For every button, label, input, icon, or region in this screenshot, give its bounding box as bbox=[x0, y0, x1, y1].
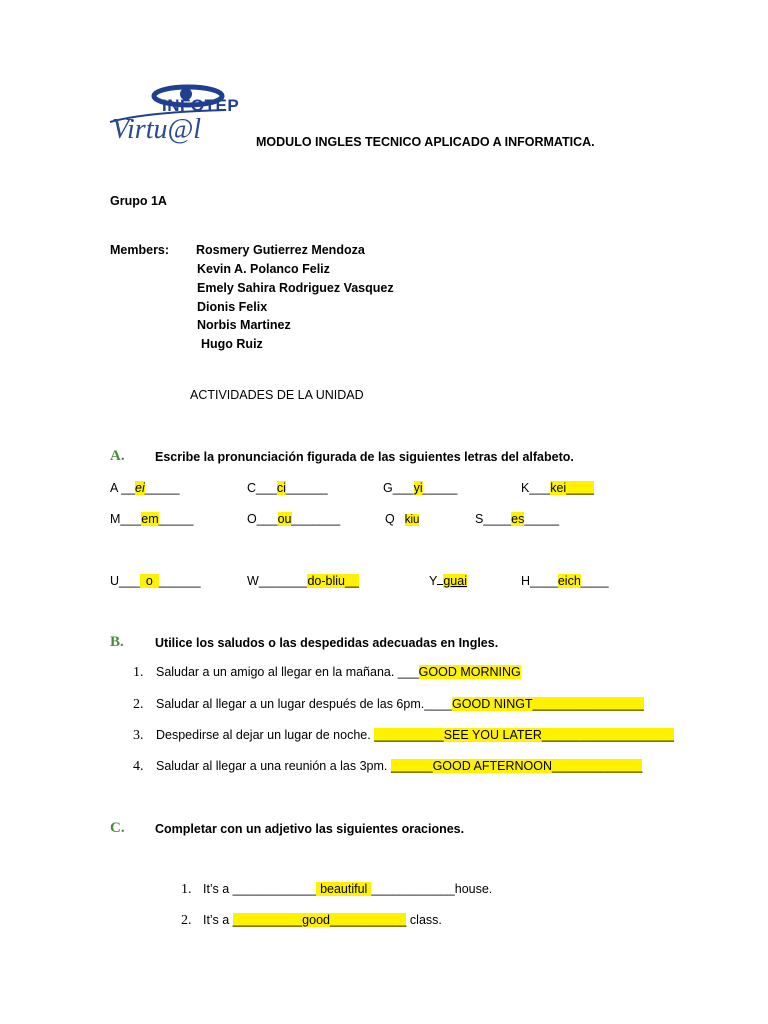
blank: ___ bbox=[119, 574, 140, 588]
section-c-marker: C. bbox=[110, 820, 125, 836]
blank: ____ bbox=[483, 512, 512, 526]
letter-item bbox=[110, 481, 180, 495]
letter-item bbox=[247, 512, 340, 526]
answer: ou bbox=[277, 512, 292, 526]
letter-item bbox=[247, 574, 359, 588]
letter: C bbox=[247, 481, 257, 495]
answer: __________good___________ bbox=[232, 913, 407, 927]
answer: do-bliu bbox=[307, 574, 346, 588]
blank: ___ bbox=[392, 481, 414, 495]
answer: __________SEE YOU LATER___________________ bbox=[374, 728, 674, 742]
item-number: 1. bbox=[181, 882, 192, 897]
letter: K bbox=[521, 481, 530, 495]
blank: _____ bbox=[422, 481, 458, 495]
answer: ci bbox=[276, 481, 286, 495]
letter-item bbox=[521, 574, 609, 588]
blank: ______ bbox=[158, 574, 201, 588]
answer: GOOD NINGT________________ bbox=[452, 697, 644, 711]
letter: Y bbox=[429, 574, 438, 588]
list-item bbox=[133, 728, 674, 744]
blank: _______ bbox=[258, 574, 308, 588]
item-text: It’s a ____________ bbox=[202, 882, 317, 896]
blank: _______ bbox=[291, 512, 341, 526]
item-number: 3. bbox=[133, 728, 144, 743]
answer: guai bbox=[443, 574, 467, 588]
letter-item bbox=[475, 512, 559, 526]
blank: ___ bbox=[529, 481, 551, 495]
list-item bbox=[133, 759, 642, 775]
member-name: Emely Sahira Rodriguez Vasquez bbox=[197, 281, 394, 295]
letter: U bbox=[110, 574, 120, 588]
letter: Q bbox=[385, 512, 395, 526]
letter: O bbox=[247, 512, 257, 526]
blank: ___ bbox=[120, 512, 142, 526]
member-name: Kevin A. Polanco Feliz bbox=[197, 262, 330, 276]
document-title: MODULO INGLES TECNICO APLICADO A INFORMATICA. bbox=[256, 135, 595, 149]
answer: ______GOOD AFTERNOON_____________ bbox=[390, 759, 643, 773]
blank: __ bbox=[345, 574, 359, 588]
item-number: 2. bbox=[181, 913, 192, 928]
blank: ___ bbox=[256, 512, 278, 526]
member-name: Norbis Martinez bbox=[197, 318, 291, 332]
letter-item bbox=[110, 512, 193, 526]
letter: S bbox=[475, 512, 484, 526]
answer: o bbox=[140, 574, 159, 588]
section-a-title: Escribe la pronunciación figurada de las siguientes letras del alfabeto. bbox=[155, 450, 574, 464]
activities-heading: ACTIVIDADES DE LA UNIDAD bbox=[190, 388, 364, 402]
item-text: Saludar al llegar a un lugar después de las 6pm.____ bbox=[155, 697, 453, 711]
blank: ______ bbox=[285, 481, 328, 495]
member-name: Hugo Ruiz bbox=[201, 337, 263, 351]
letter-item bbox=[429, 574, 467, 588]
infotep-virtual-logo bbox=[106, 82, 240, 148]
letter: M bbox=[110, 512, 121, 526]
blank: __ bbox=[121, 481, 136, 495]
answer: ei bbox=[135, 481, 145, 495]
blank: _____ bbox=[144, 481, 180, 495]
letter-item bbox=[385, 512, 419, 526]
logo-script-text: Virtu@l bbox=[112, 114, 202, 145]
item-text: Saludar al llegar a una reunión a las 3pm. bbox=[155, 759, 391, 773]
letter-item bbox=[110, 574, 201, 588]
section-a-marker: A. bbox=[110, 448, 125, 464]
item-number: 2. bbox=[133, 697, 144, 712]
answer: yi bbox=[413, 481, 423, 495]
group-label: Grupo 1A bbox=[110, 194, 167, 208]
members-label: Members: bbox=[110, 243, 170, 257]
blank: _____ bbox=[524, 512, 560, 526]
blank: ____ bbox=[580, 574, 609, 588]
blank: ____ bbox=[566, 481, 594, 495]
list-item bbox=[133, 665, 521, 681]
blank: ____ bbox=[530, 574, 558, 588]
blank: _____ bbox=[158, 512, 194, 526]
letter: G bbox=[383, 481, 393, 495]
answer: eich bbox=[557, 574, 581, 588]
blank: ___ bbox=[256, 481, 277, 495]
letter-item bbox=[247, 481, 328, 495]
list-item bbox=[133, 697, 644, 713]
answer: kei bbox=[550, 481, 567, 495]
member-name: Rosmery Gutierrez Mendoza bbox=[196, 243, 365, 257]
list-item bbox=[181, 882, 492, 898]
letter: A bbox=[110, 481, 118, 495]
item-text: Despedirse al dejar un lugar de noche. bbox=[155, 728, 375, 742]
answer: kiu bbox=[404, 514, 420, 526]
section-b-title: Utilice los saludos o las despedidas adecuadas en Ingles. bbox=[155, 636, 499, 650]
item-text: It’s a bbox=[202, 913, 233, 927]
letter: H bbox=[521, 574, 531, 588]
answer: GOOD MORNING bbox=[418, 665, 521, 679]
letter-item bbox=[521, 481, 594, 495]
answer: em bbox=[141, 512, 159, 526]
list-item bbox=[181, 913, 442, 929]
member-name: Dionis Felix bbox=[197, 300, 268, 314]
letter: W bbox=[247, 574, 259, 588]
item-text: ____________house. bbox=[371, 882, 493, 896]
answer: beautiful bbox=[316, 882, 371, 896]
item-text: class. bbox=[406, 913, 442, 927]
letter-item bbox=[383, 481, 457, 495]
section-c-title: Completar con un adjetivo las siguientes oraciones. bbox=[155, 822, 465, 836]
logo-infotep-text: INFOTEP bbox=[162, 96, 240, 115]
item-text: Saludar a un amigo al llegar en la mañana. ___ bbox=[155, 665, 419, 679]
answer: es bbox=[511, 512, 525, 526]
item-number: 1. bbox=[133, 665, 144, 680]
item-number: 4. bbox=[133, 759, 144, 774]
section-b-marker: B. bbox=[110, 634, 124, 650]
